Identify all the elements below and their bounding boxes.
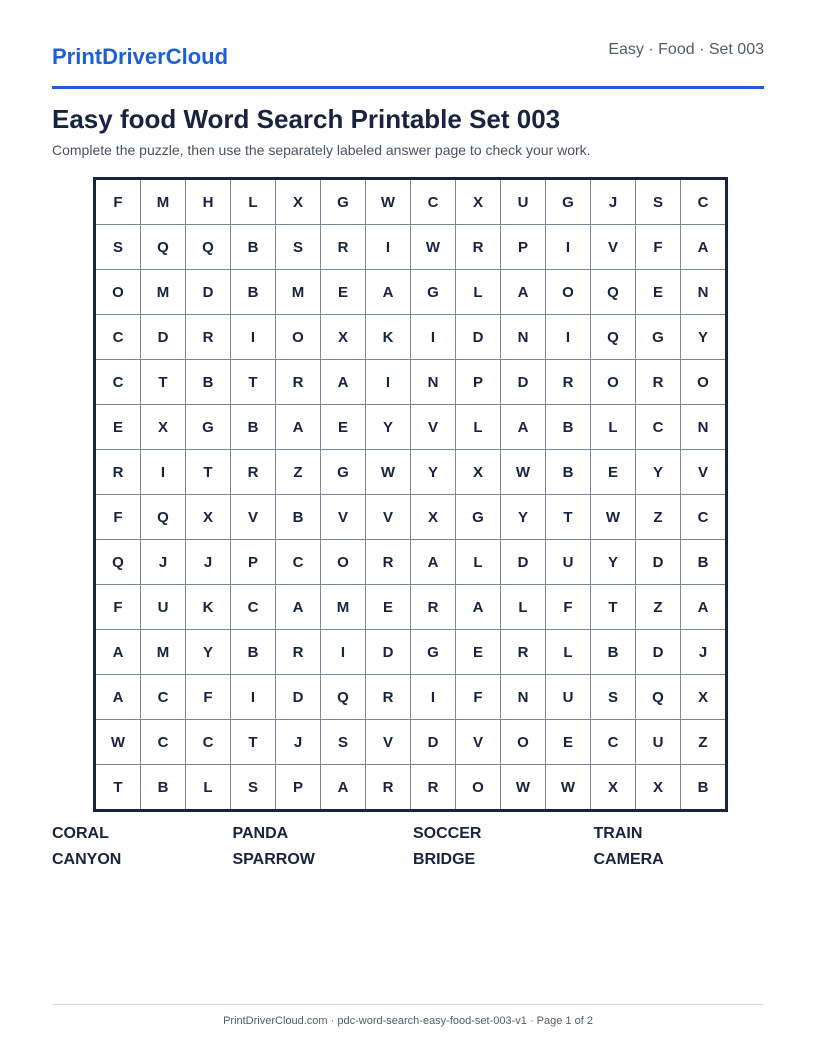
grid-cell: R [636,360,680,404]
grid-cell: D [501,540,545,584]
grid-cell: D [636,540,680,584]
grid-cell: L [591,405,635,449]
grid-cell: Q [141,495,185,539]
grid-cell: X [636,765,680,809]
grid-cell: Q [591,270,635,314]
word-list-item: SOCCER [413,825,482,842]
breadcrumb: Easy · Food · Set 003 [608,41,764,58]
word-list-item: CANYON [52,851,122,868]
grid-cell: N [501,675,545,719]
grid-cell: B [231,405,275,449]
grid-cell: X [681,675,725,719]
grid-cell: V [411,405,455,449]
grid-cell: Y [591,540,635,584]
grid-cell: Q [186,225,230,269]
grid-cell: R [546,360,590,404]
grid-cell: G [411,270,455,314]
grid-cell: D [411,720,455,764]
grid-cell: B [141,765,185,809]
grid-cell: G [546,180,590,224]
grid-cell: Q [96,540,140,584]
grid-cell: W [411,225,455,269]
grid-cell: U [501,180,545,224]
grid-cell: L [456,405,500,449]
grid-cell: L [456,540,500,584]
grid-cell: V [366,720,410,764]
grid-cell: B [546,450,590,494]
grid-cell: B [231,270,275,314]
grid-cell: E [366,585,410,629]
grid-cell: O [276,315,320,359]
grid-cell: F [636,225,680,269]
grid-cell: Q [636,675,680,719]
grid-cell: I [321,630,365,674]
grid-cell: R [96,450,140,494]
grid-cell: C [96,360,140,404]
grid-cell: V [321,495,365,539]
grid-cell: P [276,765,320,809]
grid-cell: Y [636,450,680,494]
grid-cell: C [141,675,185,719]
grid-cell: B [231,630,275,674]
grid-cell: Z [276,450,320,494]
word-list-item: CAMERA [593,851,664,868]
grid-cell: Z [636,585,680,629]
grid-cell: V [456,720,500,764]
grid-cell: G [411,630,455,674]
grid-cell: Y [501,495,545,539]
grid-cell: C [96,315,140,359]
grid-cell: K [366,315,410,359]
grid-cell: S [321,720,365,764]
grid-cell: V [591,225,635,269]
grid-cell: W [501,450,545,494]
grid-cell: E [96,405,140,449]
grid-cell: R [366,540,410,584]
grid-cell: M [321,585,365,629]
grid-cell: A [321,360,365,404]
grid-cell: S [276,225,320,269]
word-list-item: TRAIN [593,825,643,842]
grid-cell: X [456,180,500,224]
grid-cell: C [186,720,230,764]
grid-cell: I [411,675,455,719]
grid-cell: L [546,630,590,674]
grid-cell: N [501,315,545,359]
grid-cell: A [456,585,500,629]
grid-cell: R [276,360,320,404]
grid-cell: F [96,585,140,629]
grid-cell: P [456,360,500,404]
grid-cell: I [546,225,590,269]
grid-cell: A [276,405,320,449]
grid-cell: N [411,360,455,404]
grid-cell: D [141,315,185,359]
grid-cell: X [591,765,635,809]
grid-cell: L [231,180,275,224]
grid-cell: R [231,450,275,494]
page-subtitle: Complete the puzzle, then use the separately labeled answer page to check your work. [52,142,591,158]
grid-cell: B [231,225,275,269]
grid-cell: X [141,405,185,449]
grid-cell: A [501,405,545,449]
grid-cell: R [501,630,545,674]
grid-cell: U [141,585,185,629]
grid-cell: T [546,495,590,539]
grid-cell: X [456,450,500,494]
grid-cell: I [231,315,275,359]
word-list-item: SPARROW [232,851,315,868]
grid-cell: B [186,360,230,404]
word-search-grid [93,177,728,812]
grid-cell: L [456,270,500,314]
grid-cell: A [321,765,365,809]
grid-cell: J [186,540,230,584]
grid-cell: W [546,765,590,809]
grid-cell: A [96,630,140,674]
grid-cell: A [501,270,545,314]
grid-cell: R [411,585,455,629]
grid-cell: B [546,405,590,449]
grid-cell: F [96,180,140,224]
grid-cell: M [141,180,185,224]
grid-cell: A [96,675,140,719]
grid-cell: J [591,180,635,224]
grid-cell: E [321,405,365,449]
grid-cell: I [546,315,590,359]
grid-cell: C [591,720,635,764]
grid-cell: T [231,360,275,404]
grid-cell: S [96,225,140,269]
grid-cell: F [186,675,230,719]
grid-cell: O [501,720,545,764]
grid-cell: I [366,360,410,404]
grid-cell: Q [321,675,365,719]
grid-cell: I [411,315,455,359]
grid-cell: F [546,585,590,629]
grid-cell: S [231,765,275,809]
grid-cell: S [591,675,635,719]
grid-cell: D [501,360,545,404]
grid-cell: D [366,630,410,674]
grid-cell: G [636,315,680,359]
grid-cell: X [276,180,320,224]
grid-cell: R [186,315,230,359]
grid-cell: W [501,765,545,809]
page-title: Easy food Word Search Printable Set 003 [52,104,561,134]
grid-cell: V [231,495,275,539]
page-footer: PrintDriverCloud.com · pdc-word-search-easy-food-set-003-v1 · Page 1 of 2 [52,1004,764,1027]
grid-cell: V [366,495,410,539]
grid-cell: H [186,180,230,224]
word-list-item: BRIDGE [413,851,476,868]
grid-cell: T [186,450,230,494]
brand-logo[interactable]: PrintDriverCloud [52,44,229,69]
grid-cell: O [96,270,140,314]
grid-cell: D [636,630,680,674]
grid-cell: K [186,585,230,629]
grid-cell: E [591,450,635,494]
grid-cell: R [321,225,365,269]
grid-cell: C [231,585,275,629]
grid-cell: X [321,315,365,359]
grid-cell: Z [636,495,680,539]
grid-cell: E [546,720,590,764]
grid-cell: M [141,630,185,674]
grid-cell: I [141,450,185,494]
grid-cell: W [366,450,410,494]
grid-cell: T [141,360,185,404]
grid-cell: Z [681,720,725,764]
grid-cell: D [186,270,230,314]
grid-cell: R [366,675,410,719]
grid-cell: D [276,675,320,719]
grid-cell: B [591,630,635,674]
grid-cell: R [276,630,320,674]
grid-cell: R [366,765,410,809]
grid-cell: C [681,180,725,224]
grid-cell: C [636,405,680,449]
grid-cell: Y [366,405,410,449]
grid-cell: I [231,675,275,719]
grid-cell: D [456,315,500,359]
grid-cell: E [636,270,680,314]
grid-cell: A [681,225,725,269]
grid-cell: G [321,450,365,494]
grid-cell: G [456,495,500,539]
grid-cell: N [681,405,725,449]
grid-cell: X [186,495,230,539]
grid-cell: F [456,675,500,719]
grid-cell: A [681,585,725,629]
grid-cell: B [681,540,725,584]
grid-cell: O [456,765,500,809]
grid-cell: O [591,360,635,404]
grid-cell: J [141,540,185,584]
word-list [52,824,764,870]
grid-cell: V [681,450,725,494]
grid-cell: C [141,720,185,764]
grid-cell: C [276,540,320,584]
grid-cell: A [411,540,455,584]
grid-cell: U [546,675,590,719]
grid-cell: W [366,180,410,224]
grid-cell: T [96,765,140,809]
grid-cell: C [411,180,455,224]
grid-cell: F [96,495,140,539]
grid-cell: P [501,225,545,269]
grid-cell: W [96,720,140,764]
grid-cell: O [681,360,725,404]
grid-cell: L [501,585,545,629]
grid-cell: O [321,540,365,584]
grid-cell: G [321,180,365,224]
grid-cell: A [366,270,410,314]
grid-cell: G [186,405,230,449]
grid-cell: T [591,585,635,629]
grid-cell: P [231,540,275,584]
grid-cell: T [231,720,275,764]
grid-cell: M [141,270,185,314]
grid-cell: R [456,225,500,269]
grid-cell: O [546,270,590,314]
grid-cell: J [681,630,725,674]
grid-cell: E [456,630,500,674]
grid-cell: Y [681,315,725,359]
page-header [52,0,764,89]
grid-cell: W [591,495,635,539]
grid-cell: J [276,720,320,764]
grid-cell: L [186,765,230,809]
grid-cell: X [411,495,455,539]
grid-cell: A [276,585,320,629]
grid-cell: M [276,270,320,314]
grid-cell: I [366,225,410,269]
word-list-item: PANDA [232,825,289,842]
grid-cell: C [681,495,725,539]
grid-cell: Y [411,450,455,494]
grid-cell: Q [141,225,185,269]
word-list-item: CORAL [52,825,109,842]
grid-cell: U [546,540,590,584]
grid-cell: B [681,765,725,809]
grid-cell: E [321,270,365,314]
grid-cell: R [411,765,455,809]
grid-cell: Q [591,315,635,359]
grid-cell: S [636,180,680,224]
grid-cell: B [276,495,320,539]
grid-cell: Y [186,630,230,674]
grid-cell: U [636,720,680,764]
grid-cell: N [681,270,725,314]
